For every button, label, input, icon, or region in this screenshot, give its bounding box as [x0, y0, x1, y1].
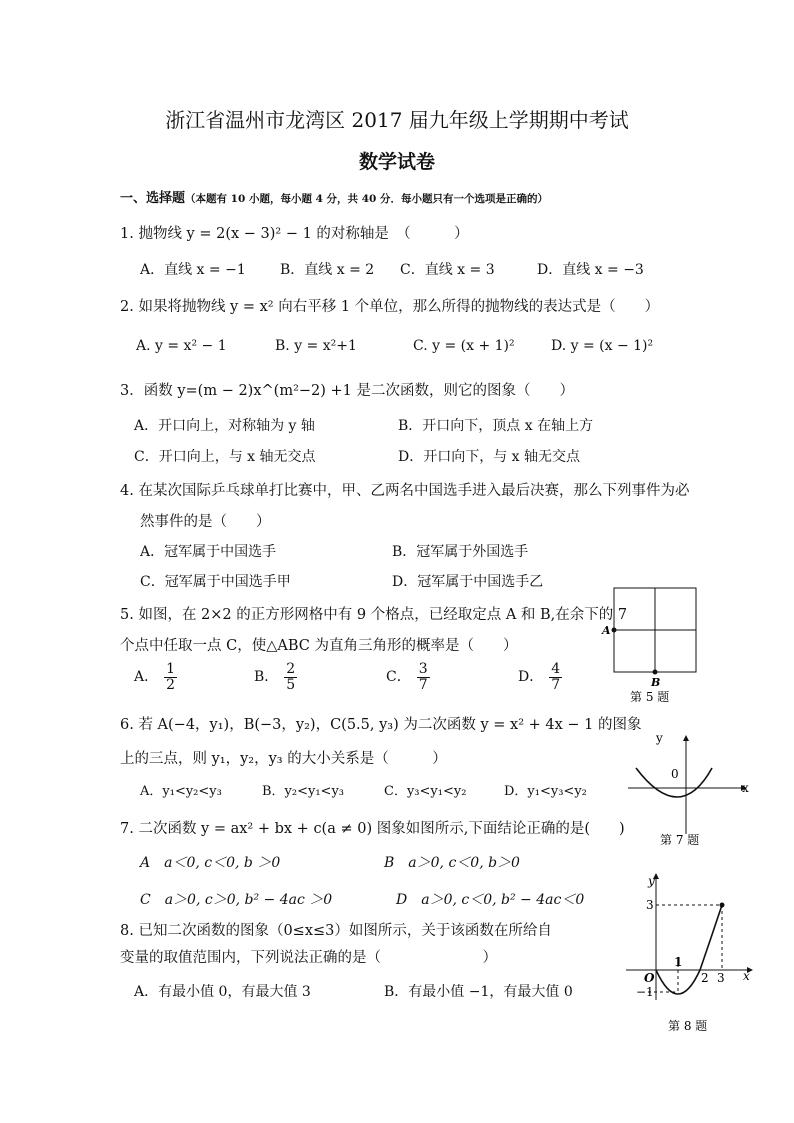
question-6-option-b: B．y₂<y₁<y₃ — [262, 784, 345, 799]
question-2-option-c: C. y = (x + 1)² — [413, 338, 515, 354]
question-4-option-c: C．冠军属于中国选手甲 — [140, 574, 291, 590]
question-5-option-b — [254, 662, 297, 692]
figure-q5-caption: 第 5 题 — [630, 690, 670, 704]
denominator: 7 — [551, 676, 561, 693]
endpoint-dot — [720, 903, 725, 908]
question-4-stem: 4. 在某次国际乒乓球单打比赛中，甲、乙两名中国选手进入最后决赛，那么下列事件为必 — [120, 483, 690, 499]
question-4-stem-cont: 然事件的是（ ） — [140, 514, 271, 530]
question-6-option-a: A．y₁<y₂<y₃ — [140, 784, 222, 799]
question-4-option-b: B．冠军属于外国选手 — [392, 544, 529, 560]
question-8-option-a: A．有最小值 0，有最大值 3 — [134, 984, 311, 1000]
denominator: 2 — [166, 676, 176, 693]
question-2-stem: 2. 如果将抛物线 y = x² 向右平移 1 个单位，那么所得的抛物线的表达式是（ ） — [120, 299, 660, 315]
numerator: 3 — [418, 661, 428, 677]
tick-label-x3: 3 — [717, 971, 725, 985]
fraction — [417, 662, 430, 692]
fraction — [549, 662, 562, 692]
question-4-option-d: D．冠军属于中国选手乙 — [392, 574, 544, 590]
numerator: 1 — [166, 661, 176, 677]
section-label: 一、选择题 — [120, 191, 186, 206]
figure-q7-caption: 第 7 题 — [660, 833, 700, 847]
tick-label-x1: 1 — [674, 955, 683, 969]
question-6-stem: 6. 若 A(−4，y₁)，B(−3，y₂)，C(5.5, y₃) 为二次函数 y = x² + 4x − 1 的图象 — [120, 717, 642, 733]
question-1-option-d: D．直线 x = −3 — [537, 262, 644, 278]
question-1-option-b: B．直线 x = 2 — [280, 262, 375, 278]
parabola-curve — [656, 905, 722, 994]
denominator: 7 — [418, 676, 428, 693]
tick-label-y3: 3 — [646, 898, 654, 912]
question-6-option-d: D．y₁<y₃<y₂ — [504, 784, 587, 799]
y-axis-label: y — [648, 874, 655, 888]
question-5-stem: 5. 如图，在 2×2 的正方形网格中有 9 个格点，已经取定点 A 和 B,在余下的 7 — [120, 607, 628, 623]
tick-label-y-minus1: −1 — [636, 985, 654, 999]
question-1-stem: 1. 抛物线 y = 2(x − 3)² − 1 的对称轴是 （ ） — [120, 226, 469, 242]
question-7-option-b: B a＞0, c＜0, b＞0 — [384, 855, 520, 871]
question-1-option-a: A．直线 x = −1 — [140, 262, 246, 278]
fraction — [284, 662, 297, 692]
numerator: 4 — [551, 661, 561, 677]
numerator: 2 — [286, 661, 296, 677]
point-b-label: B — [651, 676, 661, 689]
question-3-option-c: C．开口向上，与 x 轴无交点 — [134, 449, 316, 465]
option-label: A． — [134, 669, 159, 686]
figure-q5-grid — [596, 580, 706, 705]
document-title: 浙江省温州市龙湾区 2017 届九年级上学期期中考试 — [165, 108, 629, 132]
point-a-label: A — [602, 624, 611, 637]
question-8-option-b: B．有最小值 −1，有最大值 0 — [384, 984, 573, 1000]
question-5-option-c — [386, 662, 430, 692]
question-5-option-d — [518, 662, 562, 692]
section-heading — [120, 187, 548, 206]
question-3-option-b: B．开口向下，顶点 x 在轴上方 — [398, 418, 594, 434]
question-7-option-d: D a＞0, c＜0, b² − 4ac＜0 — [396, 892, 585, 908]
figure-q8-graph — [622, 868, 756, 1036]
question-2-option-d: D. y = (x − 1)² — [551, 338, 654, 354]
question-5-stem-cont: 个点中任取一点 C，使△ABC 为直角三角形的概率是（ ） — [120, 638, 518, 654]
tick-label-x2: 2 — [701, 971, 709, 985]
point-a-dot — [612, 628, 617, 633]
question-5-option-a — [134, 662, 177, 692]
option-label: D． — [518, 669, 544, 686]
document-subtitle: 数学试卷 — [358, 151, 435, 173]
figure-q8-caption: 第 8 题 — [668, 1019, 708, 1033]
x-axis-label: x — [742, 781, 749, 795]
question-3-option-d: D．开口向下，与 x 轴无交点 — [398, 449, 581, 465]
question-2-option-b: B. y = x²+1 — [275, 338, 357, 354]
question-2-option-a: A. y = x² − 1 — [136, 338, 227, 354]
origin-label: O — [644, 971, 655, 985]
question-6-stem-cont: 上的三点，则 y₁，y₂，y₃ 的大小关系是（ ） — [120, 751, 447, 767]
question-7-stem: 7. 二次函数 y = ax² + bx + c(a ≠ 0) 图象如图所示,下面结论正确的是( ) — [120, 821, 625, 837]
denominator: 5 — [286, 676, 296, 693]
section-note: （本题有 10 小题，每小题 4 分，共 40 分．每小题只有一个选项是正确的） — [185, 193, 548, 205]
point-b-dot — [653, 670, 658, 675]
question-8-stem-cont: 变量的取值范围内，下列说法正确的是（ ） — [120, 950, 497, 966]
question-8-stem: 8. 已知二次函数的图象（0≤x≤3）如图所示，关于该函数在所给自 — [120, 923, 552, 939]
question-3-stem: 3．函数 y=(m − 2)x^(m²−2) +1 是二次函数，则它的图象（ ） — [120, 383, 575, 399]
y-axis-label: y — [656, 731, 663, 745]
question-1-option-c: C．直线 x = 3 — [400, 262, 495, 278]
question-7-option-a: A a＜0, c＜0, b ＞0 — [140, 855, 281, 871]
fraction — [164, 662, 177, 692]
option-label: C． — [386, 669, 411, 686]
question-4-option-a: A．冠军属于中国选手 — [140, 544, 277, 560]
question-7-option-c: C a＞0, c＞0, b² − 4ac ＞0 — [140, 892, 333, 908]
question-6-option-c: C．y₃<y₁<y₂ — [384, 784, 467, 799]
origin-label: 0 — [671, 767, 679, 781]
x-axis-label: x — [743, 969, 750, 983]
option-label: B． — [254, 669, 279, 686]
question-3-option-a: A．开口向上，对称轴为 y 轴 — [134, 418, 315, 434]
figure-q7-parabola — [624, 726, 756, 850]
